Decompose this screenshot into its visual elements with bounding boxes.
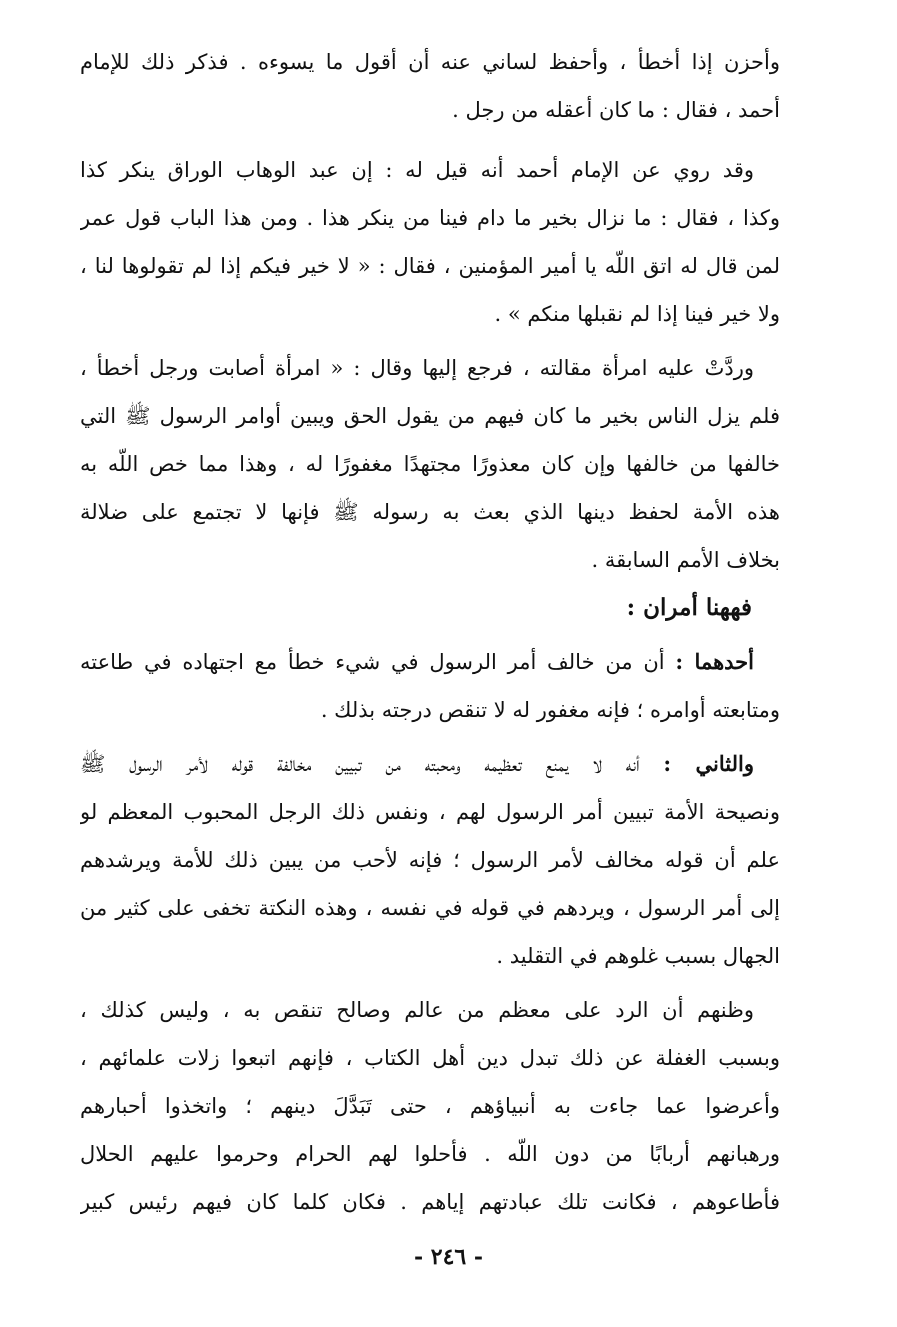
text-line: وظنهم أن الرد على معظم من عالم وصالح تنقص به ، وليس كذلك ، bbox=[80, 998, 754, 1022]
text-line: خالفها من خالفها وإن كان معذورًا مجتهدًا مغفورًا له ، وهذا مما خص اللّه به bbox=[80, 452, 780, 476]
text-line: فأطاعوهم ، فكانت تلك عبادتهم إياهم . فكان كلما كان فيهم رئيس كبير bbox=[80, 1190, 780, 1214]
point-one bbox=[80, 638, 780, 734]
text-line: بخلاف الأمم السابقة . bbox=[591, 548, 780, 572]
paragraph-3 bbox=[80, 344, 780, 584]
text-line: وكذا ، فقال : ما نزال بخير ما دام فينا من ينكر هذا . ومن هذا الباب قول عمر bbox=[80, 206, 780, 230]
text-line: وأعرضوا عما جاءت به أنبياؤهم ، حتى تَبَدَّلَ دينهم ؛ واتخذوا أحبارهم bbox=[80, 1094, 780, 1118]
text-line: الجهال بسبب غلوهم في التقليد . bbox=[496, 944, 780, 968]
text-line: علم أن قوله مخالف لأمر الرسول ؛ فإنه لأحب من يبين ذلك للأمة ويرشدهم bbox=[80, 848, 780, 872]
text-line: أحمد ، فقال : ما كان أعقله من رجل . bbox=[452, 98, 780, 122]
text-line: وبسبب الغفلة عن ذلك تبدل دين أهل الكتاب ، فإنهم اتبعوا زلات علمائهم ، bbox=[80, 1046, 780, 1070]
text-line: هذه الأمة لحفظ دينها الذي بعث به رسوله ﷺ فإنها لا تجتمع على ضلالة bbox=[80, 500, 780, 524]
page-body bbox=[80, 38, 780, 1288]
text-line: وأحزن إذا أخطأ ، وأحفظ لساني عنه أن أقول ما يسوءه . فذكر ذلك للإمام bbox=[80, 50, 780, 74]
paragraph-last bbox=[80, 986, 780, 1226]
point-one-label: أحدهما : bbox=[675, 649, 755, 674]
text-line bbox=[80, 638, 780, 686]
text-line: ورهبانهم أربابًا من دون اللّه . فأحلوا لهم الحرام وحرموا عليهم الحلال bbox=[80, 1142, 780, 1166]
page-number: - ٢٤٦ - bbox=[413, 1244, 484, 1270]
point-two bbox=[80, 740, 780, 980]
text-line: ولا خير فينا إذا لم نقبلها منكم » . bbox=[494, 302, 780, 326]
text-line: وردَّتْ عليه امرأة مقالته ، فرجع إليها وقال : « امرأة أصابت ورجل أخطأ ، bbox=[80, 356, 754, 380]
text-line: ونصيحة الأمة تبيين أمر الرسول لهم ، ونفس ذلك الرجل المحبوب المعظم لو bbox=[80, 800, 780, 824]
section-heading: فههنا أمران : bbox=[626, 594, 752, 621]
point-one-text: أن من خالف أمر الرسول في شيء خطأ مع اجتهاده في طاعته bbox=[80, 650, 665, 674]
text-line bbox=[80, 740, 780, 788]
point-two-text: أنه لا يمنع تعظيمه ومحبته من تبيين مخالفة قوله لأمر الرسول ﷺ bbox=[80, 752, 640, 776]
text-line: وقد روي عن الإمام أحمد أنه قيل له : إن عبد الوهاب الوراق ينكر كذا bbox=[80, 158, 754, 182]
text-line: ومتابعته أوامره ؛ فإنه مغفور له لا تنقص درجته بذلك . bbox=[320, 698, 780, 722]
point-two-label: والثاني : bbox=[663, 751, 754, 776]
text-line: فلم يزل الناس بخير ما كان فيهم من يقول الحق ويبين أوامر الرسول ﷺ التي bbox=[80, 404, 780, 428]
text-line: إلى أمر الرسول ، ويردهم في قوله في نفسه ، وهذه النكتة تخفى على كثير من bbox=[80, 896, 780, 920]
text-line: لمن قال له اتق اللّه يا أمير المؤمنين ، فقال : « لا خير فيكم إذا لم تقولوها لنا ، bbox=[80, 254, 780, 278]
paragraph-2 bbox=[80, 146, 780, 338]
paragraph-1 bbox=[80, 38, 780, 134]
